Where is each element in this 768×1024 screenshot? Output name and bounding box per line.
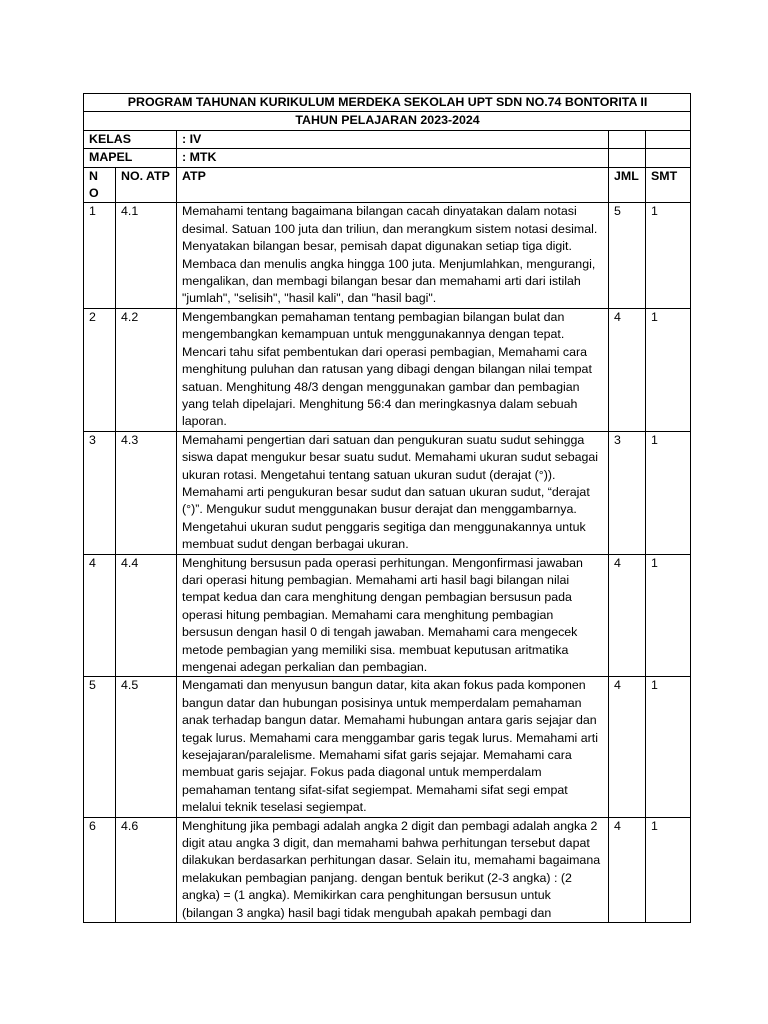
- empty-cell: [609, 130, 646, 148]
- kelas-label: KELAS: [84, 130, 177, 148]
- row-no-atp: 4.4: [116, 554, 177, 677]
- table-row: [84, 817, 691, 922]
- academic-year: TAHUN PELAJARAN 2023-2024: [84, 112, 691, 130]
- row-no: 6: [84, 817, 116, 922]
- row-jml: 4: [609, 677, 646, 817]
- row-smt: 1: [646, 308, 691, 431]
- row-no-atp: 4.3: [116, 431, 177, 554]
- row-jml: 4: [609, 554, 646, 677]
- row-jml: 4: [609, 308, 646, 431]
- row-jml: 5: [609, 203, 646, 308]
- table-row: [84, 431, 691, 554]
- mapel-label: MAPEL: [84, 149, 177, 167]
- col-header-jml: JML: [609, 167, 646, 203]
- row-jml: 4: [609, 817, 646, 922]
- row-atp: Menghitung jika pembagi adalah angka 2 digit dan pembagi adalah angka 2 digit atau angka 3 digit, dan memahami bahwa perhitungan tersebut dapat dilakukan berdasarkan perhitungan dasar. Selain itu, memahami bagaimana melakukan pembagian panjang. dengan bentuk berikut (2-3 angka) : (2 angka) = (1 angka). Memikirkan cara penghitungan bersusun untuk (bilangan 3 angka) hasil bagi tidak mengubah apakah pembagi dan: [177, 817, 609, 922]
- document-title: PROGRAM TAHUNAN KURIKULUM MERDEKA SEKOLAH UPT SDN NO.74 BONTORITA II: [84, 94, 691, 112]
- row-no-atp: 4.6: [116, 817, 177, 922]
- row-no-atp: 4.5: [116, 677, 177, 817]
- mapel-value: : MTK: [177, 149, 609, 167]
- row-atp: Memahami pengertian dari satuan dan pengukuran suatu sudut sehingga siswa dapat mengukur besar suatu sudut. Memahami ukuran sudut sebagai ukuran rotasi. Mengetahui tentang satuan ukuran sudut (derajat (°)). Memahami arti pengukuran besar sudut dan satuan ukuran sudut, “derajat (°)”. Mengukur sudut menggunakan busur derajat dan menggambarnya. Mengetahui ukuran sudut penggaris segitiga dan menggunakannya untuk membuat sudut dengan berbagai ukuran.: [177, 431, 609, 554]
- table-row: [84, 677, 691, 817]
- row-atp: Mengamati dan menyusun bangun datar, kita akan fokus pada komponen bangun datar dan hubungan posisinya untuk memperdalam pemahaman anak terhadap bangun datar. Memahami hubungan antara garis sejajar dan tegak lurus. Memahami cara menggambar garis tegak lurus. Memahami arti kesejajaran/paralelisme. Memahami sifat garis sejajar. Memahami cara membuat garis sejajar. Fokus pada diagonal untuk memperdalam pemahaman tentang sifat-sifat segiempat. Memahami sifat segi empat melalui teknik teselasi segiempat.: [177, 677, 609, 817]
- row-no: 1: [84, 203, 116, 308]
- empty-cell: [646, 149, 691, 167]
- column-header-row: [84, 167, 691, 203]
- row-smt: 1: [646, 817, 691, 922]
- col-header-no-atp: NO. ATP: [116, 167, 177, 203]
- row-smt: 1: [646, 677, 691, 817]
- row-smt: 1: [646, 554, 691, 677]
- table-row: [84, 308, 691, 431]
- empty-cell: [646, 130, 691, 148]
- row-no: 5: [84, 677, 116, 817]
- row-atp: Menghitung bersusun pada operasi perhitungan. Mengonfirmasi jawaban dari operasi hitung pembagian. Memahami arti hasil bagi bilangan nilai tempat kedua dan cara menghitung dengan pembagian bersusun pada operasi hitung pembagian. Memahami cara menghitung pembagian bersusun dengan hasil 0 di tengah jawaban. Memahami cara mengecek metode pembagian yang memiliki sisa. membuat keputusan aritmatika mengenai adegan perkalian dan pembagian.: [177, 554, 609, 677]
- table-row: [84, 554, 691, 677]
- row-smt: 1: [646, 431, 691, 554]
- annual-program-table: [83, 93, 691, 923]
- row-atp: Mengembangkan pemahaman tentang pembagian bilangan bulat dan mengembangkan kemampuan untuk menggunakannya dengan tepat. Mencari tahu sifat pembentukan dari operasi pembagian, Memahami cara menghitung puluhan dan ratusan yang dibagi dengan bilangan nilai tempat satuan. Menghitung 48/3 dengan menggunakan gambar dan pembagian yang telah dipelajari. Menghitung 56:4 dan meringkasnya dalam sebuah laporan.: [177, 308, 609, 431]
- row-no: 4: [84, 554, 116, 677]
- table-row: [84, 203, 691, 308]
- col-header-smt: SMT: [646, 167, 691, 203]
- empty-cell: [609, 149, 646, 167]
- col-header-no: N O: [84, 167, 116, 203]
- row-smt: 1: [646, 203, 691, 308]
- kelas-value: : IV: [177, 130, 609, 148]
- row-atp: Memahami tentang bagaimana bilangan cacah dinyatakan dalam notasi desimal. Satuan 100 juta dan triliun, dan merangkum sistem notasi desimal. Menyatakan bilangan besar, pemisah dapat digunakan setiap tiga digit. Membaca dan menulis angka hingga 100 juta. Menjumlahkan, mengurangi, mengalikan, dan membagi bilangan besar dan memahami arti dari istilah "jumlah", "selisih", "hasil kali", dan "hasil bagi".: [177, 203, 609, 308]
- row-no-atp: 4.1: [116, 203, 177, 308]
- col-header-atp: ATP: [177, 167, 609, 203]
- row-jml: 3: [609, 431, 646, 554]
- row-no: 2: [84, 308, 116, 431]
- row-no-atp: 4.2: [116, 308, 177, 431]
- row-no: 3: [84, 431, 116, 554]
